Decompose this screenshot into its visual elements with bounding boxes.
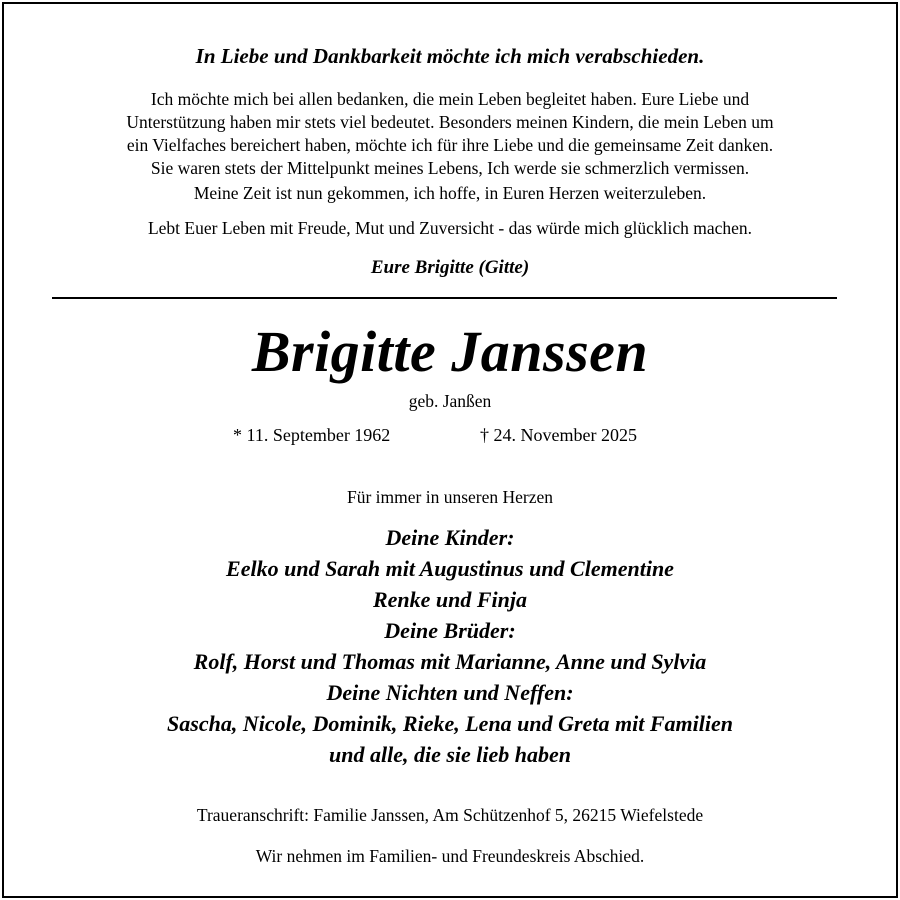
intro-signoff: Eure Brigitte (Gitte): [370, 257, 530, 278]
deceased-name: Brigitte Janssen: [251, 319, 649, 384]
farewell-note: Wir nehmen im Familien- und Freundeskreis Abschied.: [255, 846, 645, 866]
intro-line: Unterstützung haben mir stets viel bedeutet. Besonders meinen Kindern, die mein Leben um: [126, 112, 774, 132]
mourner-line: und alle, die sie lieb haben: [329, 742, 571, 767]
intro-heading: In Liebe und Dankbarkeit möchte ich mich verabschieden.: [195, 44, 705, 68]
intro-line: Meine Zeit ist nun gekommen, ich hoffe, in Euren Herzen weiterzuleben.: [193, 183, 707, 203]
memorial-text: Für immer in unseren Herzen: [346, 487, 554, 507]
mourner-line: Sascha, Nicole, Dominik, Rieke, Lena und Greta mit Familien: [167, 711, 733, 736]
intro-line: Sie waren stets der Mittelpunkt meines Lebens, Ich werde sie schmerzlich vermissen.: [150, 158, 750, 178]
death-date: † 24. November 2025: [480, 425, 637, 445]
mourner-heading: Deine Brüder:: [384, 618, 516, 643]
intro-closing-line: Lebt Euer Leben mit Freude, Mut und Zuversicht - das würde mich glücklich machen.: [147, 218, 753, 238]
divider: [52, 297, 837, 299]
mourner-line: Eelko und Sarah mit Augustinus und Clementine: [226, 556, 674, 581]
birth-date: * 11. September 1962: [233, 425, 391, 445]
mourning-address: Traueranschrift: Familie Janssen, Am Schützenhof 5, 26215 Wiefelstede: [196, 805, 704, 825]
mourner-heading: Deine Kinder:: [385, 525, 515, 550]
maiden-name: geb. Janßen: [408, 391, 492, 411]
mourner-heading: Deine Nichten und Neffen:: [326, 680, 574, 705]
mourner-line: Renke und Finja: [372, 587, 528, 612]
intro-line: ein Vielfaches bereichert haben, möchte ich für ihre Liebe und die gemeinsame Zeit danken.: [126, 135, 774, 155]
mourner-line: Rolf, Horst und Thomas mit Marianne, Anne und Sylvia: [193, 649, 707, 674]
intro-line: Ich möchte mich bei allen bedanken, die mein Leben begleitet haben. Eure Liebe und: [150, 89, 750, 109]
